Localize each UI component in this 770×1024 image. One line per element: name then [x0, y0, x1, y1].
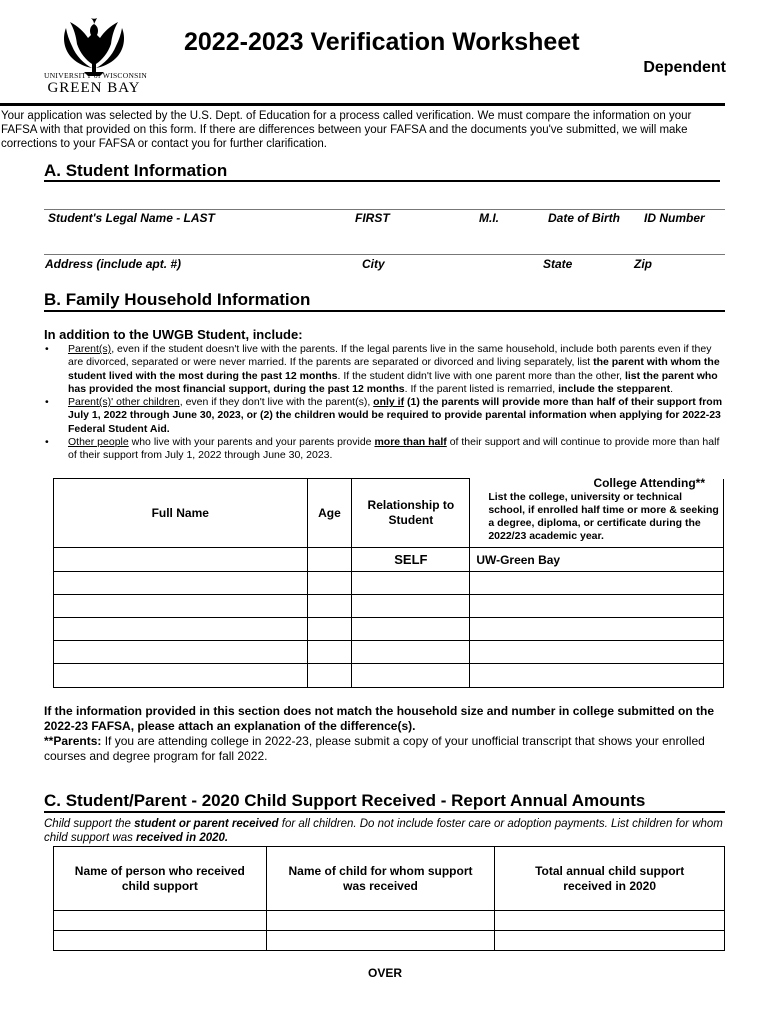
section-c-heading: C. Student/Parent - 2020 Child Support Received - Report Annual Amounts [44, 791, 646, 810]
cell-age[interactable] [307, 664, 352, 688]
cell-full-name[interactable] [54, 548, 308, 572]
household-note [44, 704, 726, 764]
cell-college[interactable] [470, 641, 724, 664]
cell-relationship[interactable] [352, 641, 470, 664]
household-row[interactable] [54, 595, 724, 618]
household-bullets [44, 343, 726, 463]
header-age: Age [307, 479, 352, 548]
cell-college[interactable] [470, 595, 724, 618]
section-c-instructions: Child support the student or parent received for all children. Do not include foster care or adoption payments. List children for whom child support was received in 2020. [44, 818, 723, 844]
cell-total[interactable] [495, 931, 725, 951]
header-relationship: Relationship to Student [352, 479, 470, 548]
cell-child[interactable] [266, 931, 495, 951]
cell-recipient[interactable] [54, 911, 267, 931]
label-address: Address (include apt. #) [45, 257, 182, 271]
cell-full-name[interactable] [54, 618, 308, 641]
household-header-row [54, 479, 724, 548]
bullet-other-people: • Other people who live with your parents and your parents provide more than half of their support and will continue to provide more than half of their support from July 1, 2022 through June 30, 2023. [44, 436, 726, 463]
header-college [470, 475, 724, 548]
cell-full-name[interactable] [54, 641, 308, 664]
cell-age[interactable] [307, 548, 352, 572]
label-first-name: FIRST [355, 211, 390, 225]
logo-campus-text: GREEN BAY [47, 80, 141, 96]
household-row[interactable] [54, 664, 724, 688]
address-line[interactable] [44, 254, 725, 255]
cell-relationship[interactable] [352, 618, 470, 641]
cell-full-name[interactable] [54, 664, 308, 688]
header-child: Name of child for whom support was received [266, 847, 495, 911]
label-city: City [362, 257, 385, 271]
cell-college[interactable] [470, 572, 724, 595]
header-full-name: Full Name [54, 479, 308, 548]
section-b-rule [44, 310, 725, 312]
cell-college[interactable] [470, 664, 724, 688]
cell-age[interactable] [307, 618, 352, 641]
include-instruction: In addition to the UWGB Student, include: [44, 327, 303, 342]
household-note-bold: If the information provided in this section does not match the household size and number in college submitted on the 2022-23 FAFSA, please attach an explanation of the difference(s). [44, 704, 715, 733]
bullet-other-children: • Parent(s)' other children, even if they don't live with the parent(s), only if (1) the parents will provide more than half of their support from July 1, 2022 through June 30, 2023, or (2) the children would be required to provide parental information when applying for 2022-23 Federal Student Aid. [44, 396, 726, 436]
student-name-line[interactable] [44, 209, 725, 210]
cell-age[interactable] [307, 572, 352, 595]
household-row[interactable] [54, 618, 724, 641]
household-row[interactable] [54, 572, 724, 595]
header-rule [0, 103, 725, 106]
cell-full-name[interactable] [54, 572, 308, 595]
cell-relationship[interactable] [352, 572, 470, 595]
page-footer-over: OVER [367, 966, 402, 980]
cell-age[interactable] [307, 641, 352, 664]
cell-college-uwgb: UW-Green Bay [470, 548, 724, 572]
header-total: Total annual child support received in 2020 [495, 847, 725, 911]
cell-relationship[interactable] [352, 664, 470, 688]
header-college-title: College Attending** [593, 475, 705, 490]
household-row[interactable] [54, 548, 724, 572]
household-row[interactable] [54, 641, 724, 664]
child-support-row[interactable] [54, 911, 725, 931]
label-middle-initial: M.I. [479, 211, 499, 225]
section-b-heading: B. Family Household Information [44, 290, 311, 309]
page-subtitle: Dependent [643, 59, 726, 76]
label-id-number: ID Number [644, 211, 705, 225]
label-date-of-birth: Date of Birth [548, 211, 620, 225]
page-title: 2022-2023 Verification Worksheet [184, 28, 580, 56]
label-last-name: Student's Legal Name - LAST [48, 211, 215, 225]
intro-paragraph: Your application was selected by the U.S. Dept. of Education for a process called verification. We must compare the information on your FAFSA with that provided on this form. If there are differences between your FAFSA and the documents you've submitted, we will make corrections to your FAFSA or contact you for further clarification. [1, 110, 692, 150]
label-zip: Zip [634, 257, 652, 271]
household-table [53, 475, 724, 688]
header-recipient: Name of person who received child support [54, 847, 267, 911]
cell-total[interactable] [495, 911, 725, 931]
parents-note-text: If you are attending college in 2022-23, please submit a copy of your unofficial transcript that shows your enrolled courses and degree program for fall 2022. [44, 734, 705, 763]
label-state: State [543, 257, 573, 271]
cell-college[interactable] [470, 618, 724, 641]
cell-full-name[interactable] [54, 595, 308, 618]
bullet-parents: • Parent(s), even if the student doesn't live with the parents. If the legal parents live in the same household, include both parents even if they are divorced, separated or were never married. If the parents are separated or divorced and living separately, list the parent with whom the student lived with the most during the past 12 months. If the student didn't live with one parent more than the other, list the parent who has provided the most financial support, during the past 12 months. If the parent listed is remarried, include the stepparent. [44, 343, 726, 396]
logo-university-text: UNIVERSITY of WISCONSIN [44, 71, 148, 80]
cell-recipient[interactable] [54, 931, 267, 951]
child-support-row[interactable] [54, 931, 725, 951]
cell-child[interactable] [266, 911, 495, 931]
cell-age[interactable] [307, 595, 352, 618]
child-support-table [53, 846, 725, 951]
parents-note-label: **Parents: [44, 734, 102, 748]
header-college-desc: List the college, university or technical school, if enrolled half time or more & seeking a degree, diploma, or certificate during the 2022/23 academic year. [488, 490, 719, 542]
child-support-header-row [54, 847, 725, 911]
cell-relationship[interactable] [352, 595, 470, 618]
section-c-rule [44, 811, 725, 813]
cell-relationship-self: SELF [352, 548, 470, 572]
section-a-heading: A. Student Information [44, 161, 228, 180]
section-a-rule [44, 180, 720, 182]
